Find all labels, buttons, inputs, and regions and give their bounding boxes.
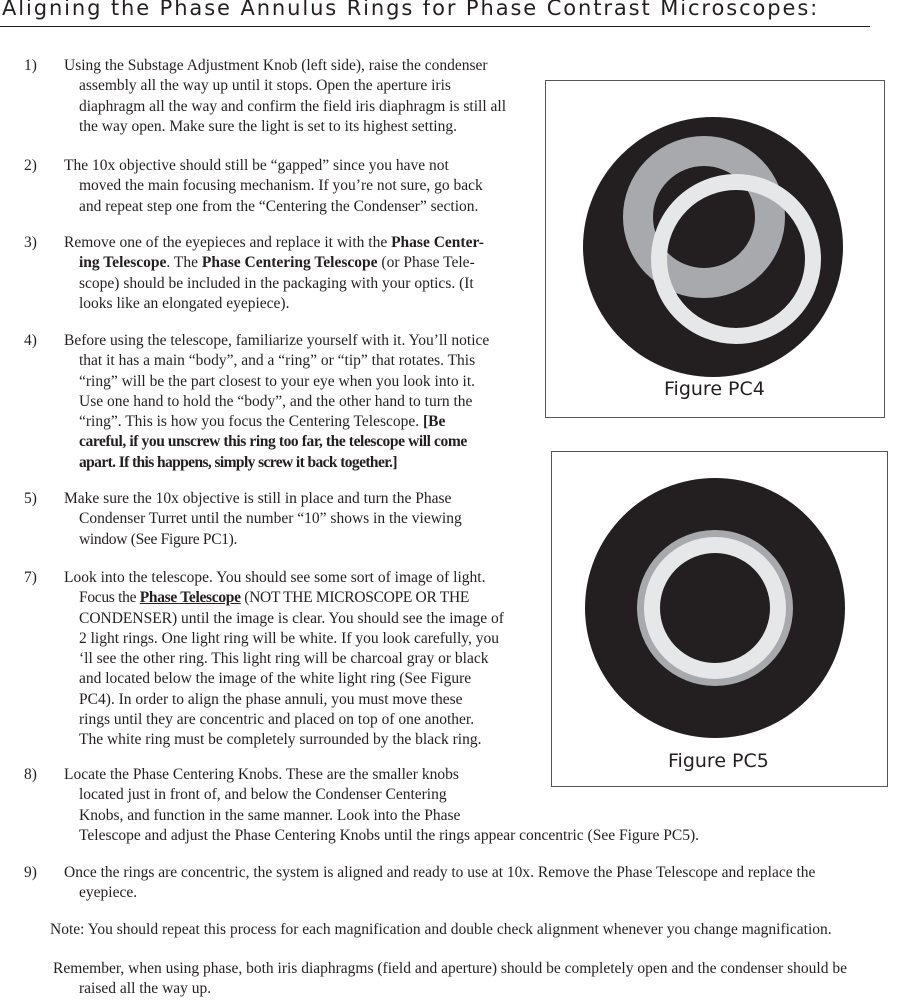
text-line xyxy=(64,253,484,273)
step-number: 7) xyxy=(24,569,37,586)
text-line: The 10x objective should still be “gapped” since you have not xyxy=(64,157,449,174)
step-text xyxy=(64,331,489,473)
text-line: The white ring must be completely surrounded by the black ring. xyxy=(79,731,482,749)
title-underline xyxy=(0,26,870,27)
step-number: 5) xyxy=(24,490,37,507)
step-number: 4) xyxy=(24,332,37,349)
text-line: Condenser Turret until the number “10” shows in the viewing xyxy=(79,510,462,528)
figure-pc4-diagram xyxy=(546,81,884,417)
text-line: Use one hand to hold the “body”, and the other hand to turn the xyxy=(79,392,473,410)
text-line: eyepiece. xyxy=(79,884,138,902)
step-number: 8) xyxy=(24,766,37,783)
step-text xyxy=(64,233,484,314)
text-run-bold: Phase Centering Telescope xyxy=(201,254,378,272)
text-line: Remember, when using phase, both iris diaphragms (field and aperture) should be completely open and the condenser should be xyxy=(53,960,847,977)
text-line: rings until they are concentric and placed on top of one another. xyxy=(79,711,475,729)
text-line: that it has a main “body”, and a “ring” or “tip” that rotates. This xyxy=(79,352,476,370)
warning-line xyxy=(64,432,489,452)
step-number: 3) xyxy=(24,234,37,251)
text-run-bold: apart. If this happens, simply screw it back together.] xyxy=(79,453,397,471)
text-run: . The xyxy=(166,254,202,272)
figure-pc4 xyxy=(545,80,885,418)
text-line xyxy=(64,412,489,432)
text-run-bold: Phase Center- xyxy=(391,234,484,251)
text-run: Remove one of the eyepieces and replace it with the xyxy=(64,234,392,251)
step-number: 9) xyxy=(24,864,37,881)
remember-text xyxy=(53,959,847,1000)
text-line: Once the rings are concentric, the system is aligned and ready to use at 10x. Remove the Phase Telescope and replace the xyxy=(64,864,816,881)
text-run-bold: careful, if you unscrew this ring too far, the telescope will come xyxy=(79,433,467,451)
text-line: Make sure the 10x objective is still in place and turn the Phase xyxy=(64,490,452,507)
text-run: (NOT THE MICROSCOPE OR THE xyxy=(240,589,470,607)
step-text xyxy=(64,489,462,550)
text-line: located just in front of, and below the Condenser Centering xyxy=(79,786,447,804)
figure-caption: Figure PC4 xyxy=(664,378,765,400)
text-line: moved the main focusing mechanism. If you’re not sure, go back xyxy=(79,177,483,195)
step-text xyxy=(64,863,815,904)
text-line: and located below the image of the white light ring (See Figure xyxy=(79,670,472,688)
note-text: Note: You should repeat this process for each magnification and double check alignment whenever you change magnification. xyxy=(50,921,832,938)
step-text xyxy=(64,568,504,751)
step-text xyxy=(64,156,483,217)
text-line: Look into the telescope. You should see some sort of image of light. xyxy=(64,569,486,586)
step-number: 1) xyxy=(24,57,37,74)
text-line: diaphragm all the way and confirm the field iris diaphragm is still all xyxy=(79,97,506,115)
step-text xyxy=(64,56,506,137)
text-line: Using the Substage Adjustment Knob (left side), raise the condenser xyxy=(64,57,488,74)
text-line: scope) should be included in the packaging with your optics. (It xyxy=(79,274,474,292)
text-line: Knobs, and function in the same manner. Look into the Phase xyxy=(79,806,461,824)
text-line xyxy=(64,233,484,253)
text-line: Telescope and adjust the Phase Centering Knobs until the rings appear concentric (See Figure PC5). xyxy=(79,826,700,844)
text-line: 2 light rings. One light ring will be white. If you look carefully, you xyxy=(79,629,500,647)
text-line: raised all the way up. xyxy=(79,980,212,998)
figure-pc5 xyxy=(551,451,888,787)
text-line: PC4). In order to align the phase annuli, you must move these xyxy=(79,690,463,708)
text-run-bold: ing Telescope xyxy=(79,254,167,272)
figure-caption: Figure PC5 xyxy=(668,750,769,772)
text-run: Focus the xyxy=(79,589,140,607)
text-line xyxy=(64,588,504,608)
text-line: ‘ll see the other ring. This light ring will be charcoal gray or black xyxy=(79,650,489,668)
page-title: Aligning the Phase Annulus Rings for Phase Contrast Microscopes: xyxy=(2,0,820,20)
text-run-bold: Phase Telescope xyxy=(139,589,241,607)
text-line: and repeat step one from the “Centering the Condenser” section. xyxy=(79,197,479,215)
field-disc xyxy=(585,478,845,738)
text-line: Locate the Phase Centering Knobs. These are the smaller knobs xyxy=(64,766,459,783)
text-line: window (See Figure PC1). xyxy=(79,530,238,548)
text-line: “ring” will be the part closest to your eye when you look into it. xyxy=(79,372,476,390)
text-line: looks like an elongated eyepiece). xyxy=(79,294,290,312)
text-run: “ring”. This is how you focus the Centering Telescope. xyxy=(79,413,424,431)
text-line: CONDENSER) until the image is clear. You should see the image of xyxy=(79,609,504,627)
text-run-bold: [Be xyxy=(423,413,446,431)
warning-line xyxy=(64,453,489,473)
text-run: (or Phase Tele- xyxy=(377,254,475,272)
figure-pc5-diagram xyxy=(552,452,887,786)
text-line: Before using the telescope, familiarize yourself with it. You’ll notice xyxy=(64,332,490,349)
text-line: assembly all the way up until it stops. Open the aperture iris xyxy=(79,77,451,95)
text-line: the way open. Make sure the light is set to its highest setting. xyxy=(79,117,457,135)
step-number: 2) xyxy=(24,157,37,174)
